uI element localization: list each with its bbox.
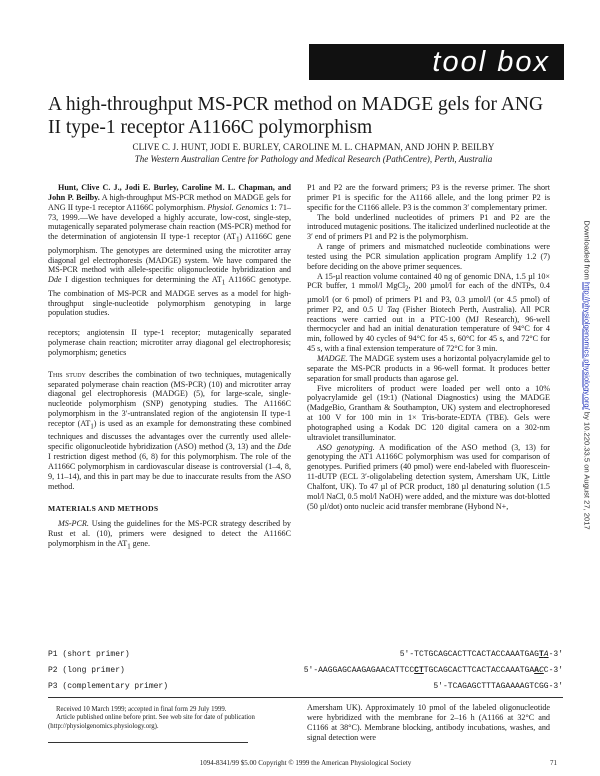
pcr-text: A 15-µl reaction volume contained 40 ng of genomic DNA, 1.5 µl 10× PCR buffer, 1 mmol/l MgCl bbox=[307, 271, 550, 291]
subscript: 1 bbox=[127, 543, 131, 551]
intro-text: describes the combination of two techniques, mutagenically separated polymerase chain reaction (MS-PCR) (10) and microtiter array diagonal gel electrophoresis (MADGE) (5), for large-scale, single-nucleotide polymorphism (SNP) genotyping studies. The A1166C polymorphism in the 3′-untranslated region of the angiotensin II type-1 receptor (AT bbox=[48, 369, 292, 428]
abstract-text: A1166C genotype. The combination of MS-PCR and MADGE serves as a model for high-throughput single-nucleotide polymorphism genotyping in large population studies. bbox=[48, 275, 291, 318]
primer-table bbox=[48, 647, 563, 695]
right-column-continued bbox=[307, 703, 550, 742]
mutagenic-base: CT bbox=[414, 666, 424, 675]
subscript: 1 bbox=[236, 236, 240, 244]
sequence-part: TGCAGCACTTCACTACCAAATGA bbox=[423, 666, 535, 675]
aso-label: ASO genotyping. bbox=[317, 442, 375, 452]
sequence-part: -3′ bbox=[548, 650, 563, 659]
affiliation: The Western Australian Centre for Pathology and Medical Research (PathCentre), Perth, Australia bbox=[134, 154, 493, 164]
primer-sequence: 5′-TCAGAGCTTTAGAAAAGTCGG-3′ bbox=[433, 682, 563, 691]
download-link[interactable]: http://physiolgenomics.physiology.org/ bbox=[582, 281, 592, 410]
intro-lead: This study bbox=[48, 369, 86, 379]
intro-text: I restriction digest method (6, 8) for this polymorphism. The role of the A1166C polymorphism in cardiovascular disease is controversial (1–4, 8, 9, 11–14), and this in part may be due to inaccurate results from the ASO method. bbox=[48, 452, 291, 491]
abstract-journal: Physiol. Genomics bbox=[207, 202, 269, 212]
abstract bbox=[48, 183, 291, 318]
received-note: Received 10 March 1999; accepted in final form 29 July 1999. bbox=[56, 706, 227, 713]
download-notice bbox=[583, 220, 592, 529]
mspcr-text: Using the guidelines for the MS-PCR strategy described by Rust et al. (10), primers were designed to detect the A1166C polymorphism in the AT bbox=[48, 519, 291, 549]
abstract-text: —We have developed a highly accurate, low-cost, single-step, mutagenically separated polymerase chain reaction (MS-PCR) method for the determination of angiotensin II type-1 receptor (AT bbox=[48, 212, 291, 242]
primer-label: P3 (complementary primer) bbox=[48, 682, 169, 691]
primer-testing: A range of primers and mismatched nucleotide combinations were tested using the PCR simulation application program Amplify 1.2 (7) before deciding on the above primer sequences. bbox=[307, 242, 550, 271]
mspcr-text: gene. bbox=[130, 539, 151, 549]
enzyme-name: Dde bbox=[277, 442, 291, 452]
primer-row bbox=[48, 647, 563, 663]
section-label: tool box bbox=[432, 46, 550, 78]
download-sidebar bbox=[574, 0, 600, 776]
polymorphic-base: C bbox=[538, 666, 544, 675]
primer-label: P1 (short primer) bbox=[48, 650, 130, 659]
pcr-text: , 200 µmol/l for each of the dNTPs, 0.4 µmol/l (or 6 pmol) of primers P1 and P3, 0.3 µmol/l (or 4.5 pmol) of primer P2, and 0.5 U bbox=[307, 281, 550, 314]
gel-loading: Five microliters of product were loaded per well onto a 10% polyacrylamide gel (19:1) (National Diagnostics) using the MADGE (MadgeBio, Grantham & Southampton, UK) system and electrophoresed at 100 V for 100 min in 1× Tris-borate-EDTA (TBE). Gels were photographed using a Kodak DC 120 digital camera on a 302-nm ultraviolet transilluminator. bbox=[307, 383, 550, 442]
footnotes bbox=[48, 706, 291, 731]
primer-description: P1 and P2 are the forward primers; P3 is the reverse primer. The short primer P1 is specific for the A1166 allele, and the long primer P2 is specific for the C1166 allele. P3 is the common 3′ complementary primer. bbox=[307, 183, 550, 212]
madge-label: MADGE. bbox=[317, 353, 348, 363]
download-suffix: by 10.220.33.5 on August 27, 2017 bbox=[582, 409, 592, 530]
pcr-text: (Fisher Biotech Perth, Australia). All PCR reactions were carried out in a PTC-100 (MJ Research), 96-well thermocycler and had an initial denaturation temperature of 94°C for 4 min, followed by 40 cycles of 94°C for 45 s, 60°C for 45 s, and 72°C for 45 s, with a final extension temperature of 72°C for 3 min. bbox=[307, 304, 550, 354]
right-column bbox=[307, 183, 550, 511]
mutagenic-base: T bbox=[538, 650, 544, 659]
page-number: 71 bbox=[550, 759, 557, 767]
abstract-text: I digestion techniques for determining the AT bbox=[61, 275, 222, 285]
subscript: 1 bbox=[221, 279, 226, 287]
abstract-title: A high-throughput MS-PCR method on MADGE gels for ANG II type-1 receptor A1166C polymorphism. bbox=[48, 192, 291, 212]
footnote-divider bbox=[48, 742, 248, 743]
polymorphic-base: A bbox=[543, 650, 549, 659]
sequence-part: C-3′ bbox=[543, 666, 563, 675]
primer-divider bbox=[48, 697, 563, 698]
primer-sequence bbox=[304, 663, 563, 679]
madge-text: The MADGE system uses a horizontal polyacrylamide gel to separate the MS-PCR products in a 96-well format. It produces better separation for small products than agarose gel. bbox=[307, 353, 550, 383]
sequence-part: 5′-AAGGAGCAAGAGAACATTCC bbox=[303, 666, 415, 675]
methods-heading: MATERIALS AND METHODS bbox=[48, 503, 159, 513]
left-column bbox=[48, 183, 291, 553]
online-note: Article published online before print. See web site for date of publication (http://physiolgenomics.physiology.org). bbox=[48, 714, 255, 730]
abstract-authors: Hunt, Clive C. J., Jodi E. Burley, Caroline M. L. Chapman, and John P. Beilby. bbox=[48, 183, 291, 202]
aso-continued: Amersham UK). Approximately 10 pmol of the labeled oligonucleotide were hybridized with the membrane for 2–16 h (A1166 at 32°C and C1166 at 38°C). Membrane blocking, antibody incubations, washes, and signal detection were bbox=[307, 703, 550, 742]
article-title: A high-throughput MS-PCR method on MADGE gels for ANG II type-1 receptor A1166C polymorphism bbox=[48, 94, 544, 138]
pcr-conditions bbox=[307, 272, 550, 354]
keywords: receptors; angiotensin II type-1 receptor; mutagenically separated polymerase chain reaction; microtiter array diagonal gel electrophoresis; polymorphism; genetics bbox=[48, 328, 291, 357]
author-list: CLIVE C. J. HUNT, JODI E. BURLEY, CAROLINE M. L. CHAPMAN, AND JOHN P. BEILBY bbox=[132, 142, 495, 152]
primer-row bbox=[48, 679, 563, 695]
aso-paragraph bbox=[307, 443, 550, 512]
intro-text: ) is used as an example for demonstrating these combined techniques and discusses the advantages over the currently used allele-specific oligonucleotide hybridization (ASO) method (3, 13) and the bbox=[48, 418, 292, 452]
primer-label: P2 (long primer) bbox=[48, 666, 125, 675]
copyright-line: 1094-8341/99 $5.00 Copyright © 1999 the American Physiological Society bbox=[199, 759, 412, 767]
enzyme-name: Taq bbox=[387, 304, 400, 314]
mutagenic-note: The bold underlined nucleotides of primers P1 and P2 are the introduced mutagenic positions. The italicized underlined nucleotide at the 3′ end of primers P1 and P2 is the polymorphism. bbox=[307, 212, 550, 242]
subscript: 2 bbox=[405, 286, 409, 294]
abstract-text: ) A1166C gene polymorphism. The genotypes are determined using the microtiter array diagonal gel electrophoresis (MADGE) system. We have compared the MS-PCR method with allele-specific oligonucleotide hybridization and bbox=[48, 232, 291, 275]
tool-box-banner bbox=[309, 44, 564, 80]
mspcr-paragraph bbox=[48, 519, 291, 552]
madge-paragraph bbox=[307, 354, 550, 384]
subscript: 1 bbox=[90, 423, 94, 431]
primer-row bbox=[48, 663, 563, 679]
enzyme-name: Dde bbox=[48, 275, 62, 285]
primer-sequence bbox=[400, 647, 563, 663]
sequence-part: 5′-TCTGCAGCACTTCACTACCAAATGAG bbox=[399, 650, 539, 659]
abstract-citation: 1: 71–73, 1999. bbox=[48, 202, 291, 222]
aso-text: A modification of the ASO method (3, 13) for genotyping the AT1 A1166C polymorphism was used for comparison of genotypes. Purified primers (40 pmol) were end-labeled with fluorescein-11-dUTP (ECL 3′-oligolabeling detection system, Amersham UK, Little Chalfont, UK). To 47 µl of PCR product, 180 µl denaturing solution (1.5 mol/l NaCl, 0.5 mol/l NaOH) were added, and the mixture was dot-blotted (50 µl/dot) onto nucleic acid transfer membrane (Hybond N+, bbox=[307, 442, 550, 511]
introduction bbox=[48, 370, 291, 492]
download-prefix: Downloaded from bbox=[582, 220, 592, 282]
mutagenic-base: A bbox=[534, 666, 539, 675]
mspcr-label: MS-PCR. bbox=[58, 519, 89, 529]
